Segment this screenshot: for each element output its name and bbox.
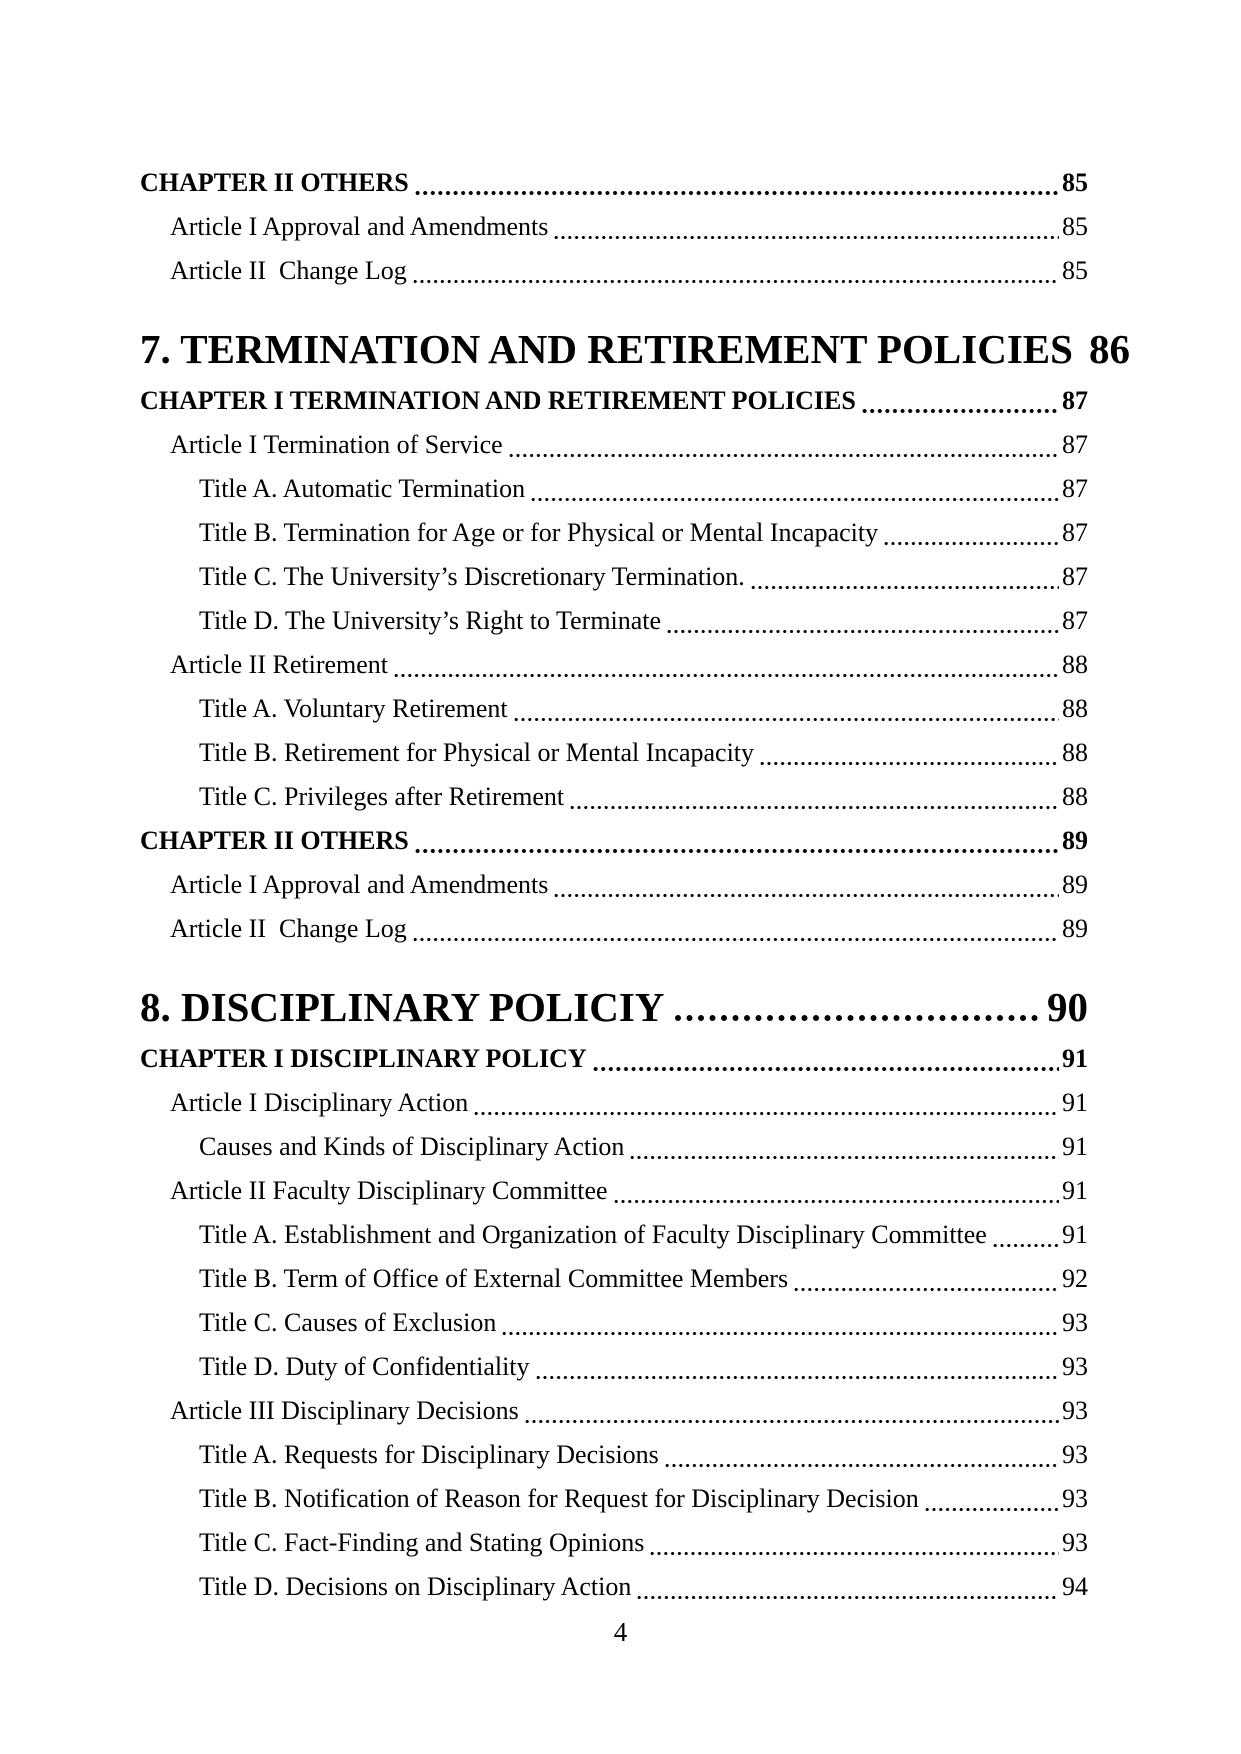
toc-entry-page: 88 xyxy=(1062,694,1088,723)
toc-entry-label: CHAPTER II OTHERS xyxy=(140,168,409,197)
toc-entry-page: 87 xyxy=(1062,562,1088,591)
toc-entry-title[interactable] xyxy=(140,1257,1088,1301)
toc-entry-page: 93 xyxy=(1062,1308,1088,1337)
toc-entry-page: 93 xyxy=(1062,1396,1088,1425)
toc-entry-page: 91 xyxy=(1062,1044,1088,1073)
toc-entry-section[interactable] xyxy=(140,322,1130,376)
dot-leader xyxy=(751,585,1059,590)
toc-entry-page: 91 xyxy=(1062,1132,1088,1161)
toc-entry-title[interactable] xyxy=(140,1433,1088,1477)
toc-entry-page: 85 xyxy=(1062,212,1088,241)
toc-entry-page: 89 xyxy=(1062,914,1088,943)
toc-entry-title[interactable] xyxy=(140,687,1088,731)
toc-entry-title[interactable] xyxy=(140,1125,1088,1169)
toc-entry-article[interactable] xyxy=(140,1169,1088,1213)
toc-entry-label: Title B. Retirement for Physical or Mental Incapacity xyxy=(199,738,755,767)
dot-leader xyxy=(862,408,1059,414)
toc-entry-page: 93 xyxy=(1062,1352,1088,1381)
toc-entry-label: Title B. Term of Office of External Committee Members xyxy=(199,1264,789,1293)
toc-entry-label: Article III Disciplinary Decisions xyxy=(170,1396,519,1425)
toc-entry-title[interactable] xyxy=(140,775,1088,819)
toc-entry-section[interactable] xyxy=(140,980,1088,1034)
dot-leader xyxy=(413,937,1059,942)
toc-entry-page: 90 xyxy=(1047,984,1088,1030)
toc-entry-article[interactable] xyxy=(140,249,1088,293)
dot-leader xyxy=(509,453,1059,458)
toc-entry-page: 88 xyxy=(1062,650,1088,679)
toc-entry-label: Title D. Duty of Confidentiality xyxy=(199,1352,530,1381)
toc-entry-title[interactable] xyxy=(140,467,1088,511)
toc-entry-label: CHAPTER I TERMINATION AND RETIREMENT POLICIES xyxy=(140,386,856,415)
toc-entry-page: 91 xyxy=(1062,1176,1088,1205)
toc-entry-title[interactable] xyxy=(140,599,1088,643)
toc-entry-label: Article II Faculty Disciplinary Committee xyxy=(170,1176,608,1205)
dot-leader xyxy=(474,1111,1059,1116)
toc-entry-article[interactable] xyxy=(140,863,1088,907)
toc-entry-title[interactable] xyxy=(140,731,1088,775)
dot-leader xyxy=(630,1155,1059,1160)
toc-entry-title[interactable] xyxy=(140,1213,1088,1257)
toc-entry-page: 93 xyxy=(1062,1440,1088,1469)
toc-entry-page: 85 xyxy=(1062,256,1088,285)
toc-entry-chapter[interactable] xyxy=(140,1037,1088,1081)
toc-entry-label: CHAPTER II OTHERS xyxy=(140,826,409,855)
toc-entry-label: Title C. Privileges after Retirement xyxy=(199,782,565,811)
toc-entry-label: Article I Disciplinary Action xyxy=(170,1088,469,1117)
dot-leader xyxy=(993,1243,1059,1248)
toc-entry-label: Article I Termination of Service xyxy=(170,430,503,459)
dot-leader xyxy=(650,1551,1059,1556)
toc-entry-label: Title D. Decisions on Disciplinary Action xyxy=(199,1572,632,1601)
toc-entry-page: 93 xyxy=(1062,1528,1088,1557)
dot-leader xyxy=(394,673,1059,678)
toc-entry-title[interactable] xyxy=(140,1521,1088,1565)
dot-leader xyxy=(502,1331,1059,1336)
toc-entry-page: 91 xyxy=(1062,1220,1088,1249)
toc-entry-chapter[interactable] xyxy=(140,819,1088,863)
toc-entry-chapter[interactable] xyxy=(140,379,1088,423)
dot-leader xyxy=(674,1014,1041,1022)
toc-entry-label: Title C. The University’s Discretionary Termination. xyxy=(199,562,745,591)
toc-entry-chapter[interactable] xyxy=(140,161,1088,205)
toc-entry-article[interactable] xyxy=(140,1081,1088,1125)
dot-leader xyxy=(637,1595,1059,1600)
dot-leader xyxy=(570,805,1059,810)
toc-entry-title[interactable] xyxy=(140,1301,1088,1345)
toc-entry-label: Article II Change Log xyxy=(170,256,407,285)
toc-entry-page: 94 xyxy=(1062,1572,1088,1601)
dot-leader xyxy=(554,893,1059,898)
dot-leader xyxy=(925,1507,1059,1512)
toc-entry-page: 89 xyxy=(1062,870,1088,899)
toc-entry-label: Title A. Establishment and Organization of Faculty Disciplinary Committee xyxy=(199,1220,987,1249)
toc-entry-page: 87 xyxy=(1062,606,1088,635)
toc-entry-page: 85 xyxy=(1062,168,1088,197)
dot-leader xyxy=(794,1287,1059,1292)
toc-entry-page: 87 xyxy=(1062,386,1088,415)
toc-entry-page: 93 xyxy=(1062,1484,1088,1513)
toc-entry-page: 92 xyxy=(1062,1264,1088,1293)
toc-entry-label: Article II Change Log xyxy=(170,914,407,943)
toc-entry-title[interactable] xyxy=(140,511,1088,555)
toc-entry-page: 87 xyxy=(1062,430,1088,459)
toc-entry-label: Title B. Notification of Reason for Request for Disciplinary Decision xyxy=(199,1484,919,1513)
dot-leader xyxy=(593,1066,1059,1072)
dot-leader xyxy=(525,1419,1059,1424)
toc-entry-title[interactable] xyxy=(140,1565,1088,1609)
toc-entry-title[interactable] xyxy=(140,1477,1088,1521)
toc-entry-page: 91 xyxy=(1062,1088,1088,1117)
dot-leader xyxy=(667,629,1059,634)
toc-entry-page: 87 xyxy=(1062,474,1088,503)
toc-entry-label: Article II Retirement xyxy=(170,650,389,679)
toc-entry-label: CHAPTER I DISCIPLINARY POLICY xyxy=(140,1044,587,1073)
toc-entry-label: Title A. Automatic Termination xyxy=(199,474,526,503)
toc-entry-article[interactable] xyxy=(140,205,1088,249)
dot-leader xyxy=(554,235,1059,240)
toc-entry-page: 87 xyxy=(1062,518,1088,547)
toc-entry-page: 89 xyxy=(1062,826,1088,855)
dot-leader xyxy=(415,190,1059,196)
dot-leader xyxy=(413,279,1059,284)
toc-entry-title[interactable] xyxy=(140,555,1088,599)
toc-entry-label: Title B. Termination for Age or for Physical or Mental Incapacity xyxy=(199,518,879,547)
toc-entry-label: Causes and Kinds of Disciplinary Action xyxy=(199,1132,625,1161)
toc-entry-article[interactable] xyxy=(140,643,1088,687)
toc-entry-label: 7. TERMINATION AND RETIREMENT POLICIES xyxy=(140,326,1073,372)
toc-entry-label: Title C. Causes of Exclusion xyxy=(199,1308,497,1337)
dot-leader xyxy=(665,1463,1059,1468)
dot-leader xyxy=(531,497,1059,502)
toc-entry-label: Title A. Requests for Disciplinary Decisions xyxy=(199,1440,659,1469)
toc-entry-page: 88 xyxy=(1062,782,1088,811)
toc-entry-label: Title C. Fact-Finding and Stating Opinions xyxy=(199,1528,645,1557)
toc-entry-label: 8. DISCIPLINARY POLICIY xyxy=(140,984,665,1030)
toc-entry-label: Article I Approval and Amendments xyxy=(170,212,549,241)
toc-entry-page: 86 xyxy=(1088,326,1130,372)
toc-entry-article[interactable] xyxy=(140,423,1088,467)
toc-entry-page: 88 xyxy=(1062,738,1088,767)
toc-entry-label: Title D. The University’s Right to Terminate xyxy=(199,606,662,635)
toc-entry-article[interactable] xyxy=(140,1389,1088,1433)
toc-entry-label: Title A. Voluntary Retirement xyxy=(199,694,508,723)
dot-leader xyxy=(514,717,1059,722)
toc-entry-label: Article I Approval and Amendments xyxy=(170,870,549,899)
dot-leader xyxy=(884,541,1059,546)
footer-page-number: 4 xyxy=(613,1617,628,1647)
toc-entry-article[interactable] xyxy=(140,907,1088,951)
dot-leader xyxy=(614,1199,1059,1204)
dot-leader xyxy=(415,848,1059,854)
dot-leader xyxy=(536,1375,1059,1380)
table-of-contents xyxy=(140,161,1130,1609)
dot-leader xyxy=(760,761,1059,766)
toc-entry-title[interactable] xyxy=(140,1345,1088,1389)
